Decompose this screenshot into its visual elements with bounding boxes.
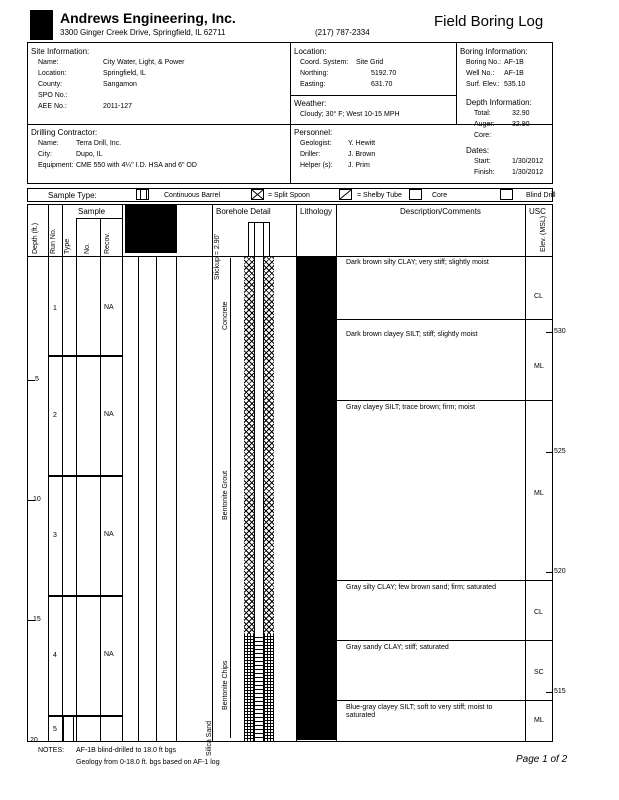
site-aee: 2011-127 [103, 103, 133, 110]
bentonite-chips-label: Bentonite Chips [222, 660, 229, 710]
split-spoon-icon [251, 189, 264, 200]
driller-row: Driller: J. Brown [300, 151, 376, 158]
elev-tick: 525 [554, 448, 566, 455]
run-number: 1 [53, 305, 57, 312]
total-depth-row: Total: 32.90 [474, 110, 530, 117]
depth-info-heading: Depth Information: [466, 98, 532, 107]
notes-line-2: Geology from 0-18.0 ft. bgs based on AF-1 log [76, 759, 220, 766]
helper-row: Helper (s): J. Prim [300, 162, 370, 169]
elev-column-header: Elev. (MSL) [540, 215, 547, 252]
contractor-name: Terra Drill, Inc. [76, 140, 122, 147]
auger-depth-row: Auger: 32.90 [474, 121, 530, 128]
personnel-heading: Personnel: [294, 128, 333, 137]
site-aee-row: AEE No.: 2011-127 [38, 103, 133, 110]
geologist-row: Geologist: Y. Hewitt [300, 140, 376, 147]
layer-description: Gray silty CLAY; few brown sand; firm; saturated [346, 584, 496, 591]
northing: 5192.70 [371, 70, 397, 77]
legend-label: Sample Type: [48, 191, 97, 200]
header-black-block [125, 205, 177, 253]
site-info-heading: Site Information: [31, 47, 90, 56]
protective-casing [248, 222, 270, 256]
coord-system: Site Grid [356, 59, 384, 66]
contractor-heading: Drilling Contractor: [31, 128, 98, 137]
run-recovery: NA [104, 531, 114, 538]
usc-code: ML [534, 490, 544, 497]
legend-core: Core [432, 192, 448, 199]
run-number: 3 [53, 532, 57, 539]
legend-blind-drill: Blind Drill [526, 192, 556, 199]
start-date-row: Start: 1/30/2012 [474, 158, 544, 165]
site-name-row: Name: City Water, Light, & Power [38, 59, 185, 66]
no-column-header: No. [84, 243, 91, 254]
easting-row: Easting: 631.70 [300, 81, 393, 88]
notes-label: NOTES: [38, 747, 65, 754]
run-5-sample-box [63, 716, 74, 742]
auger-depth: 32.90 [512, 121, 530, 128]
recov-column-header: Recov. [104, 232, 111, 254]
easting: 631.70 [371, 81, 393, 88]
lithology-column-fill [296, 256, 336, 740]
layer-description: Blue-gray clayey SILT; soft to very stiff; moist to saturated [346, 704, 493, 719]
surf-elev: 535.10 [504, 81, 526, 88]
usc-code: ML [534, 717, 544, 724]
notes-line-1: AF-1B blind-drilled to 18.0 ft bgs [76, 747, 176, 754]
silica-sand-label: Silica Sand [206, 720, 213, 756]
helper: J. Prim [348, 162, 370, 169]
depth-tick: 20 [30, 737, 38, 744]
boring-info-heading: Boring Information: [460, 47, 528, 56]
sample-column-header: Sample [78, 207, 106, 216]
contractor-equipment-row: Equipment: CME 550 with 4¼" I.D. HSA and 6" OD [38, 162, 197, 169]
description-column-header: Description/Comments [400, 207, 481, 216]
layer-description: Gray sandy CLAY; stiff; saturated [346, 644, 449, 651]
location-heading: Location: [294, 47, 327, 56]
stickup-label: Stickup = 2.90' [214, 234, 221, 280]
contractor-name-row: Name: Terra Drill, Inc. [38, 140, 122, 147]
elev-tick: 530 [554, 328, 566, 335]
document-title: Field Boring Log [434, 13, 544, 30]
run-recovery: NA [104, 304, 114, 311]
usc-code: CL [534, 293, 543, 300]
elev-tick: 515 [554, 688, 566, 695]
run-number: 2 [53, 412, 57, 419]
company-phone: (217) 787-2334 [315, 28, 370, 37]
annulus-sand-right [264, 634, 274, 742]
start-date: 1/30/2012 [512, 158, 544, 165]
boring-no-row: Boring No.: AF-1B [466, 59, 524, 66]
annulus-sand-left [244, 634, 254, 742]
site-spo-row: SPO No.: [38, 92, 68, 99]
borehole-column-header: Borehole Detail [216, 207, 271, 216]
usc-code: SC [534, 669, 544, 676]
site-location-row: Location: Springfield, IL [38, 70, 146, 77]
log-frame [27, 204, 553, 742]
annulus-grout-left [244, 256, 254, 634]
site-county: Sangamon [103, 81, 137, 88]
legend-continuous-barrel: Continuous Barrel [164, 192, 221, 199]
depth-tick: 5 [35, 376, 39, 383]
weather-heading: Weather: [294, 99, 327, 108]
depth-tick: 10 [33, 496, 41, 503]
layer-description: Dark brown clayey SILT; stiff; slightly moist [346, 331, 478, 338]
company-logo [30, 10, 53, 40]
layer-description: Gray clayey SILT; trace brown; firm; moist [346, 404, 476, 411]
run-number: 5 [53, 726, 57, 733]
shelby-tube-icon [339, 189, 352, 200]
surf-elev-row: Surf. Elev.: 535.10 [466, 81, 526, 88]
company-address: 3300 Ginger Creek Drive, Springfield, IL 62711 [60, 28, 226, 37]
site-name: City Water, Light, & Power [103, 59, 185, 66]
layer-description: Dark brown silty CLAY; very stiff; slightly moist [346, 259, 489, 266]
usc-code: CL [534, 609, 543, 616]
total-depth: 32.90 [512, 110, 530, 117]
run-column-header: Run No. [50, 228, 57, 254]
contractor-city: Dupo, IL [76, 151, 103, 158]
well-no: AF-1B [504, 70, 524, 77]
driller: J. Brown [348, 151, 376, 158]
run-recovery: NA [104, 651, 114, 658]
contractor-city-row: City: Dupo, IL [38, 151, 103, 158]
lithology-column-header: Lithology [300, 207, 333, 216]
annulus-grout-right [264, 256, 274, 634]
well-screen [255, 634, 263, 742]
geologist: Y. Hewitt [348, 140, 376, 147]
page-number: Page 1 of 2 [516, 754, 568, 765]
continuous-barrel-icon [136, 189, 149, 200]
contractor-equipment: CME 550 with 4¼" I.D. HSA and 6" OD [76, 162, 197, 169]
finish-date: 1/30/2012 [512, 169, 544, 176]
finish-date-row: Finish: 1/30/2012 [474, 169, 544, 176]
core-icon [409, 189, 422, 200]
usc-code: ML [534, 363, 544, 370]
dates-heading: Dates: [466, 146, 490, 155]
coord-row: Coord. System: Site Grid [300, 59, 384, 66]
northing-row: Northing: 5192.70 [300, 70, 397, 77]
site-county-row: County: Sangamon [38, 81, 137, 88]
elev-tick: 520 [554, 568, 566, 575]
type-column-header: Type [64, 238, 71, 254]
concrete-label: Concrete [222, 301, 229, 330]
legend-shelby-tube: = Shelby Tube [357, 192, 402, 199]
depth-tick: 15 [33, 616, 41, 623]
site-location: Springfield, IL [103, 70, 146, 77]
boring-no: AF-1B [504, 59, 524, 66]
blind-drill-icon [500, 189, 513, 200]
legend-split-spoon: = Split Spoon [268, 192, 310, 199]
well-no-row: Well No.: AF-1B [466, 70, 524, 77]
usc-column-header: USC [529, 207, 546, 216]
weather-text: Cloudy; 30° F; West 10-15 MPH [300, 111, 400, 118]
run-recovery: NA [104, 411, 114, 418]
run-number: 4 [53, 652, 57, 659]
bentonite-grout-label: Bentonite Grout [222, 470, 229, 520]
depth-column-header: Depth (ft.) [32, 222, 39, 254]
company-name: Andrews Engineering, Inc. [60, 10, 236, 26]
core-depth-row: Core: [474, 132, 492, 139]
